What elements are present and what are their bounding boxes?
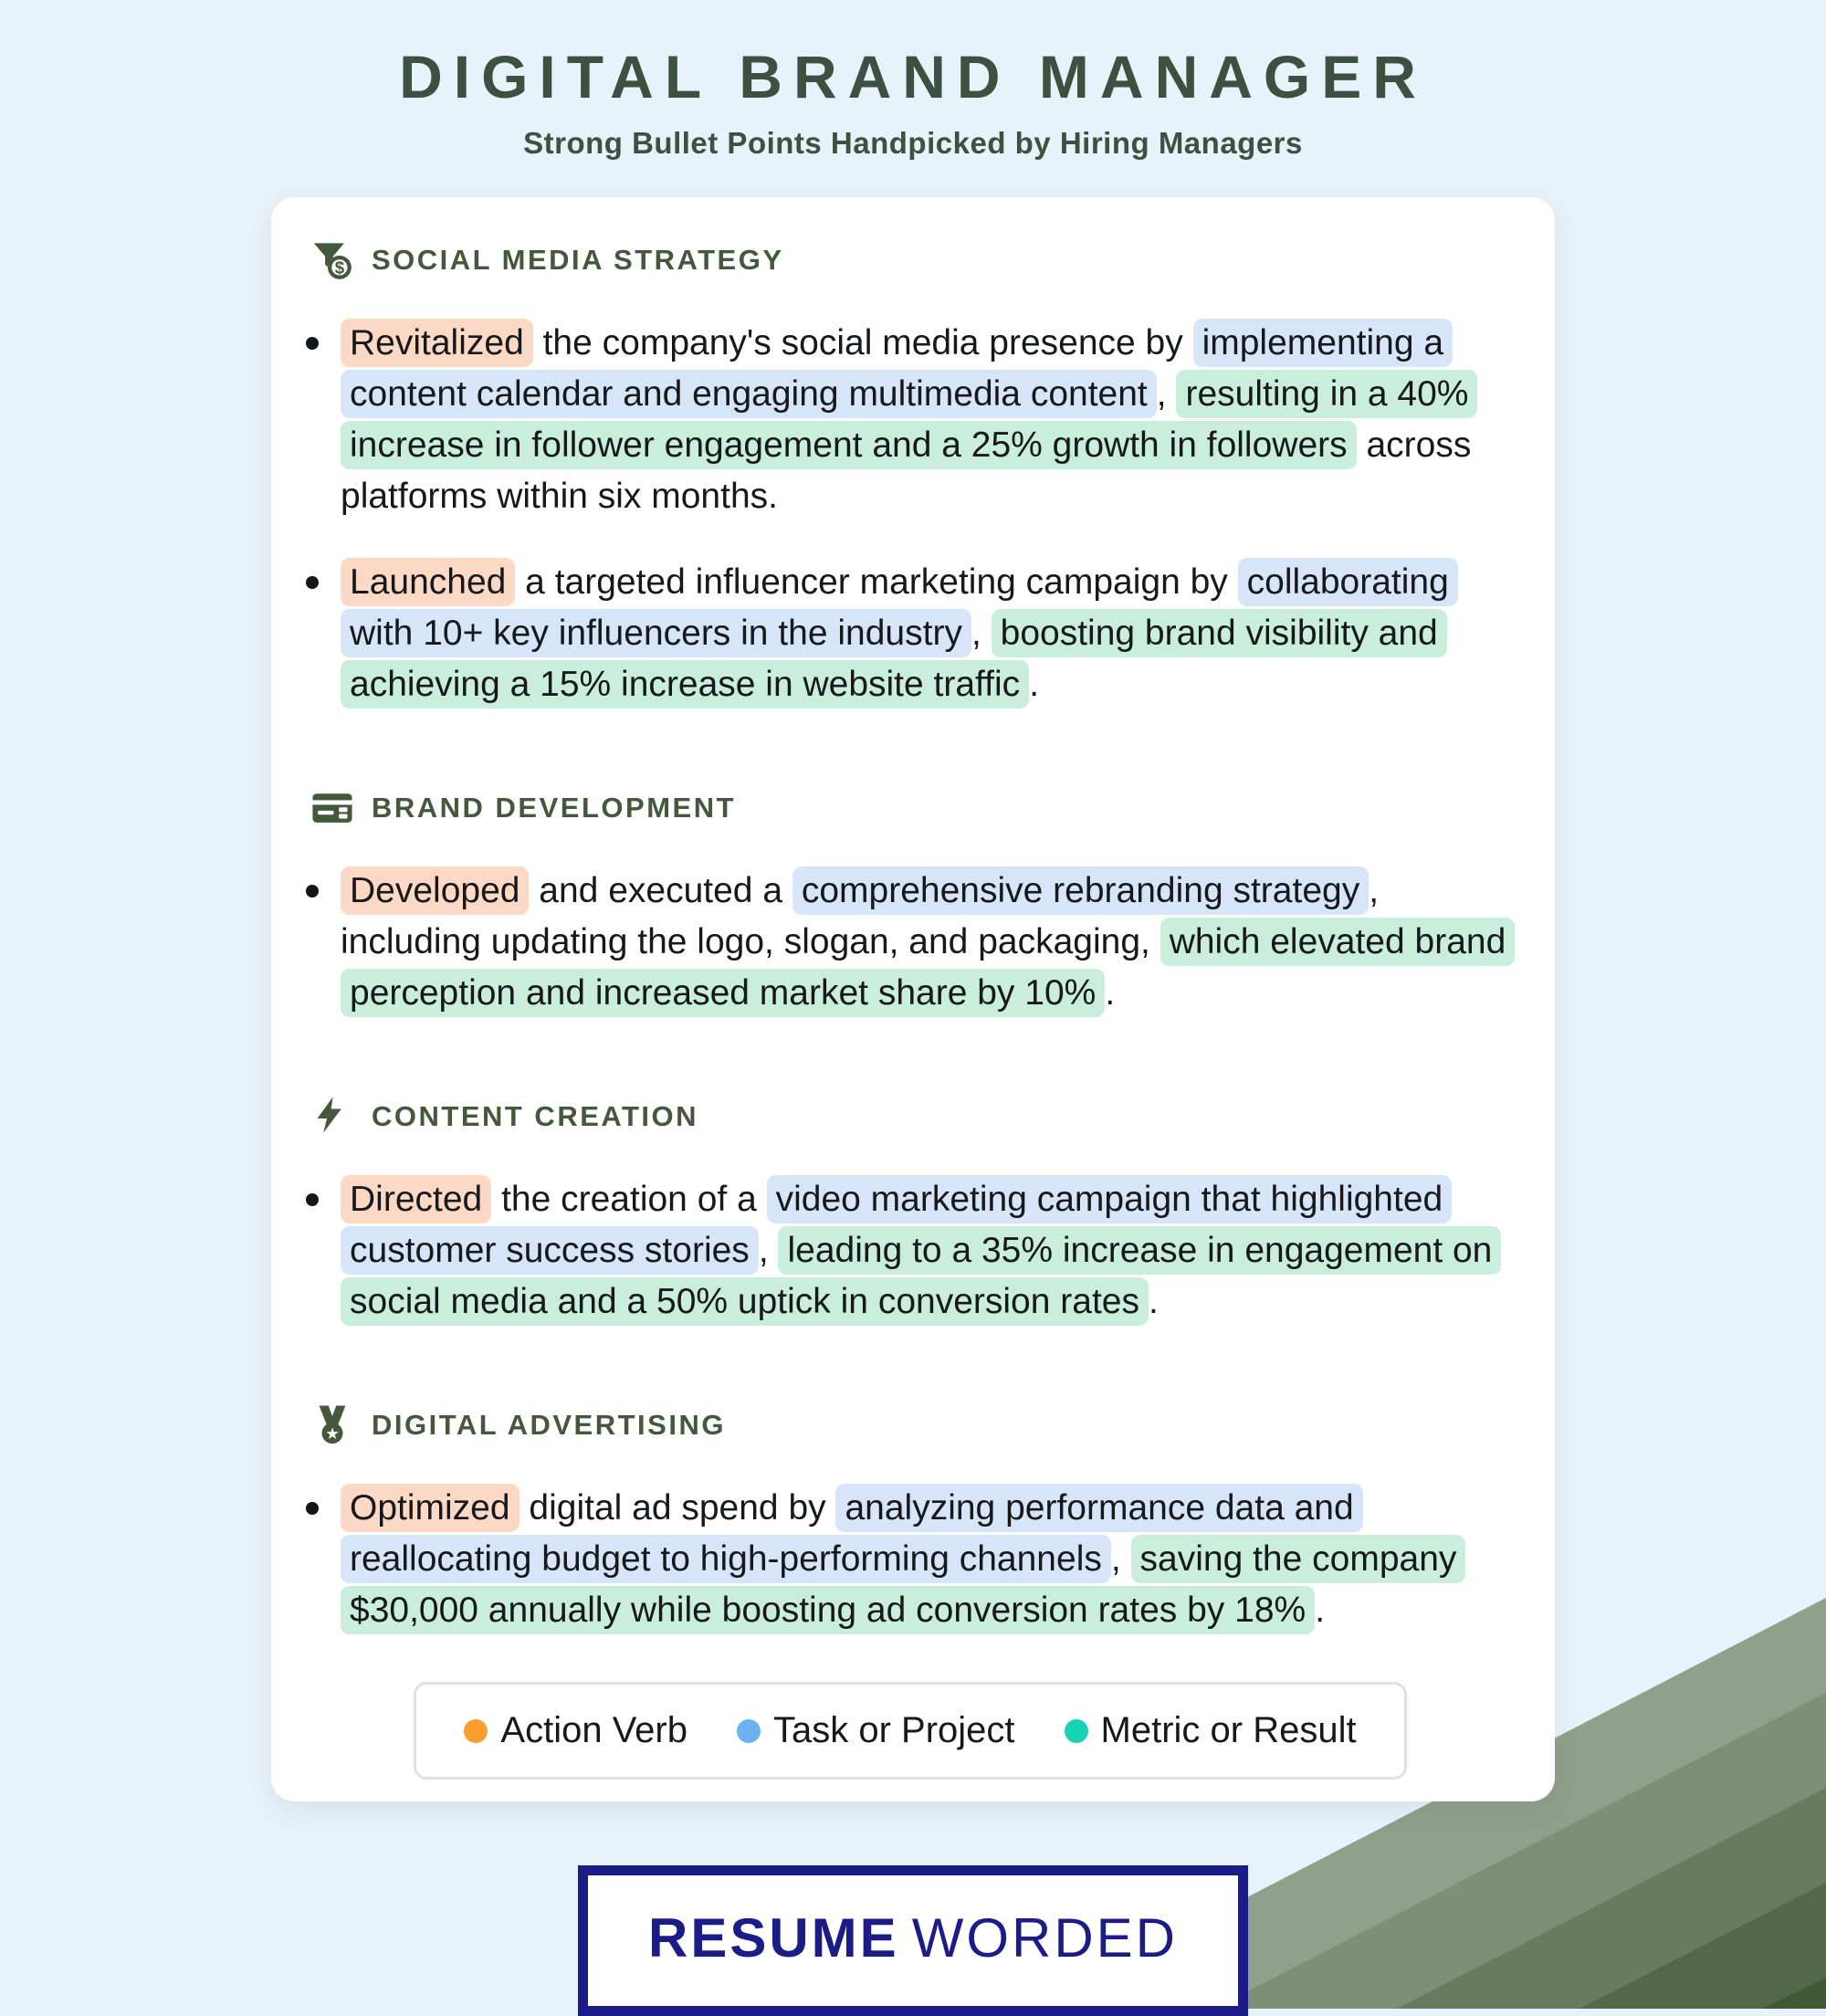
bullet-item xyxy=(302,866,1518,1019)
bullet-text xyxy=(341,557,1518,710)
task-highlight: analyzing performance data and reallocating budget to high-performing channels xyxy=(341,1484,1363,1583)
legend-label: Metric or Result xyxy=(1100,1710,1357,1750)
sections-container xyxy=(302,239,1518,1636)
bullet-text xyxy=(341,1174,1518,1328)
text-segment: a targeted influencer marketing campaign by xyxy=(515,562,1238,602)
bullet-dot xyxy=(306,1193,319,1206)
legend-item xyxy=(464,1710,687,1751)
legend-dot-icon xyxy=(1065,1719,1088,1743)
section-header xyxy=(311,239,1518,281)
text-segment: , xyxy=(1156,374,1177,414)
legend-item xyxy=(737,1710,1015,1751)
section-social-media-strategy xyxy=(302,239,1518,710)
brand-badge xyxy=(578,1865,1248,2016)
text-segment: , xyxy=(971,614,992,653)
section-digital-advertising xyxy=(302,1404,1518,1636)
bullet-dot xyxy=(306,337,319,350)
bullet-item xyxy=(302,1483,1518,1636)
legend-dot-icon xyxy=(464,1719,488,1743)
funnel-dollar-icon xyxy=(311,239,353,281)
section-header xyxy=(311,787,1518,829)
action-verb-highlight: Directed xyxy=(341,1175,491,1223)
task-highlight: collaborating with 10+ key influencers in the industry xyxy=(341,558,1458,657)
task-highlight: comprehensive rebranding strategy xyxy=(792,866,1369,915)
bullet-text xyxy=(341,866,1518,1019)
section-title: BRAND DEVELOPMENT xyxy=(372,792,737,824)
action-verb-highlight: Developed xyxy=(341,866,529,915)
text-segment: , including updating the logo, slogan, and packaging, xyxy=(341,871,1380,961)
text-segment: the creation of a xyxy=(491,1180,767,1219)
section-title: SOCIAL MEDIA STRATEGY xyxy=(372,244,784,276)
brand-name xyxy=(648,1906,1178,1969)
text-segment: , xyxy=(1110,1539,1131,1579)
metric-highlight: boosting brand visibility and achieving a 15% increase in website traffic xyxy=(341,609,1447,709)
text-segment: digital ad spend by xyxy=(519,1488,836,1528)
legend-label: Task or Project xyxy=(772,1710,1015,1750)
legend-dot-icon xyxy=(737,1719,761,1743)
text-segment: across platforms within six months. xyxy=(341,425,1472,516)
text-segment: . xyxy=(1105,973,1116,1013)
section-title: CONTENT CREATION xyxy=(372,1100,699,1132)
bullet-dot xyxy=(306,576,319,589)
metric-highlight: saving the company $30,000 annually while boosting ad conversion rates by 18% xyxy=(341,1535,1465,1634)
legend-label: Action Verb xyxy=(500,1710,687,1750)
bullet-list xyxy=(302,1483,1518,1636)
page-title: DIGITAL BRAND MANAGER xyxy=(399,43,1427,110)
section-title: DIGITAL ADVERTISING xyxy=(372,1409,726,1441)
page-subtitle: Strong Bullet Points Handpicked by Hiring Managers xyxy=(523,126,1303,160)
text-segment: . xyxy=(1029,665,1040,704)
bullet-text xyxy=(341,318,1518,522)
metric-highlight: resulting in a 40% increase in follower engagement and a 25% growth in followers xyxy=(341,370,1477,469)
section-header xyxy=(311,1096,1518,1138)
action-verb-highlight: Optimized xyxy=(341,1484,519,1532)
bullet-item xyxy=(302,318,1518,522)
text-segment: , xyxy=(758,1231,779,1270)
bullet-text xyxy=(341,1483,1518,1636)
bullet-list xyxy=(302,1174,1518,1328)
action-verb-highlight: Launched xyxy=(341,558,515,606)
page-header xyxy=(0,0,1826,161)
text-segment: and executed a xyxy=(529,871,792,910)
task-highlight: implementing a content calendar and engaging multimedia content xyxy=(341,319,1453,418)
content-card xyxy=(271,197,1555,1801)
bullet-dot xyxy=(306,1502,319,1515)
task-highlight: video marketing campaign that highlighted customer success stories xyxy=(341,1175,1452,1275)
text-segment: . xyxy=(1315,1591,1326,1630)
svg-text:$: $ xyxy=(334,257,345,278)
action-verb-highlight: Revitalized xyxy=(341,319,533,367)
brand-card-icon xyxy=(311,787,353,829)
bullet-item xyxy=(302,557,1518,710)
medal-icon xyxy=(311,1404,353,1446)
metric-highlight: leading to a 35% increase in engagement on social media and a 50% uptick in conversion rates xyxy=(341,1226,1501,1326)
svg-text:★: ★ xyxy=(325,1424,340,1444)
metric-highlight: which elevated brand perception and increased market share by 10% xyxy=(341,918,1515,1017)
section-header xyxy=(311,1404,1518,1446)
bolt-icon xyxy=(311,1096,353,1138)
bullet-item xyxy=(302,1174,1518,1328)
bullet-list xyxy=(302,866,1518,1019)
section-brand-development xyxy=(302,787,1518,1019)
section-content-creation xyxy=(302,1096,1518,1328)
brand-name-secondary: WORDED xyxy=(911,1907,1178,1969)
bullet-list xyxy=(302,318,1518,710)
legend-item xyxy=(1065,1710,1357,1751)
text-segment: the company's social media presence by xyxy=(532,323,1193,362)
text-segment: . xyxy=(1148,1282,1159,1321)
legend-box xyxy=(414,1682,1406,1780)
bullet-dot xyxy=(306,885,319,898)
brand-name-primary: RESUME xyxy=(647,1907,899,1969)
